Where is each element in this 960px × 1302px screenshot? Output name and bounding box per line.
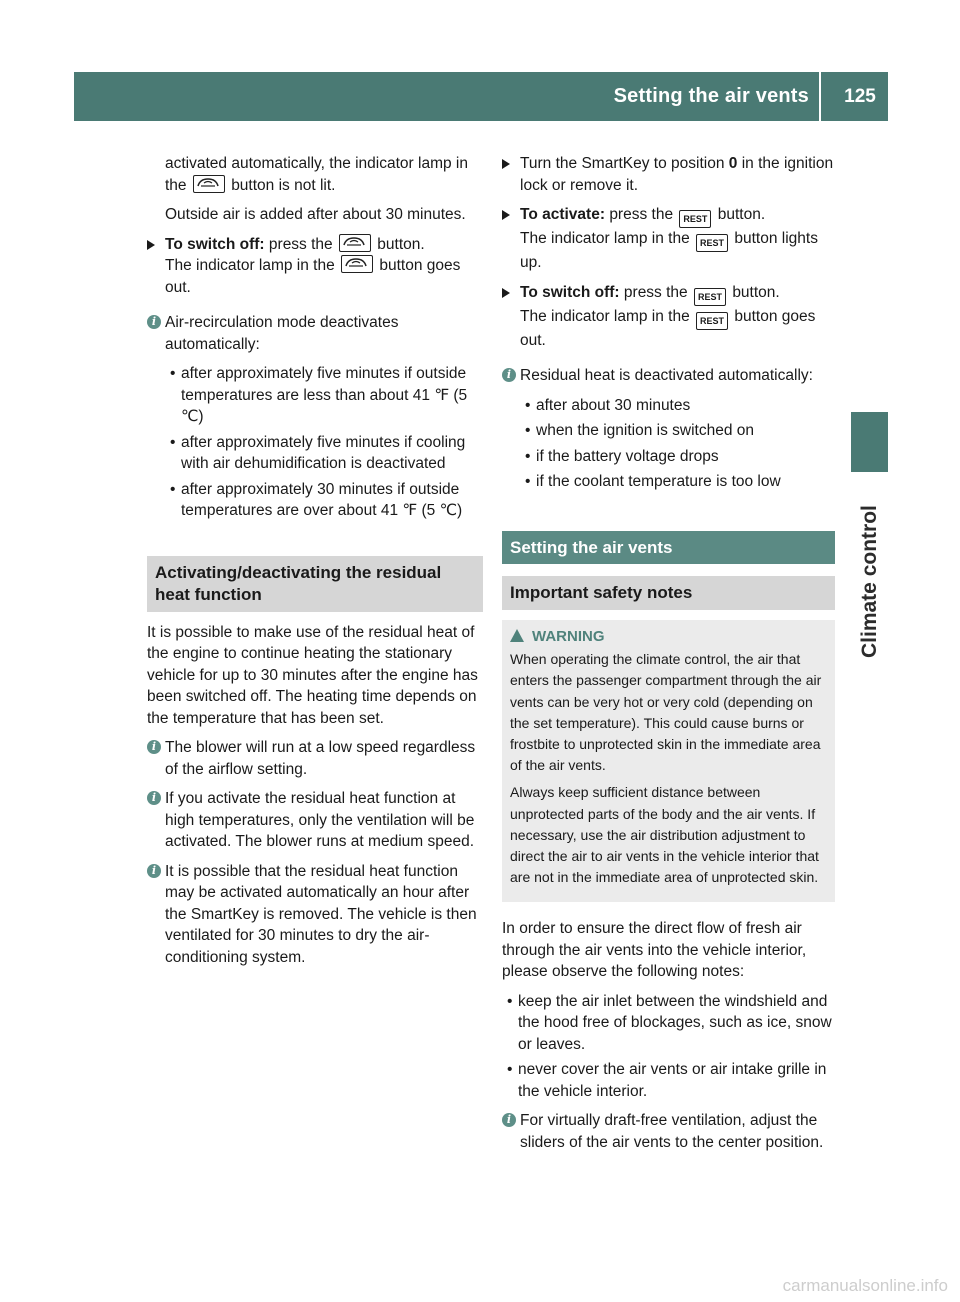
paragraph: Outside air is added after about 30 minutes. — [165, 206, 466, 223]
side-tab-marker — [851, 412, 888, 472]
instruction-step: To switch off: press the button. The indicator lamp in the button goes out. — [147, 234, 483, 299]
list-item: • after approximately five minutes if cooling with air dehumidification is deactivated — [165, 432, 483, 475]
paragraph: In order to ensure the direct flow of fresh air through the air vents into the vehicle interior, please observe the following notes: — [502, 920, 807, 981]
list-item: • after about 30 minutes — [520, 395, 835, 417]
info-icon: i — [502, 368, 516, 382]
bullet-list — [147, 363, 483, 522]
rest-button-icon: REST — [696, 234, 728, 252]
list-item: • if the coolant temperature is too low — [520, 471, 835, 493]
page-number: 125 — [844, 86, 876, 107]
section-heading: Activating/deactivating the residual heat function — [147, 556, 483, 612]
instruction-step: To switch off: press the REST button. The indicator lamp in the REST button goes out. — [502, 282, 835, 352]
section-heading: Setting the air vents — [502, 531, 835, 565]
right-column — [502, 153, 835, 1161]
page-title: Setting the air vents — [614, 72, 821, 121]
recirculation-icon — [193, 175, 225, 193]
rest-button-icon: REST — [694, 288, 726, 306]
step-arrow-icon — [502, 159, 510, 169]
info-note: i Residual heat is deactivated automatically: — [502, 365, 835, 387]
list-item: • after approximately five minutes if outside temperatures are less than about 41 ℉ (5 ℃) — [165, 363, 483, 428]
list-item: • never cover the air vents or air intake grille in the vehicle interior. — [502, 1059, 835, 1102]
info-note: i Air-recirculation mode deactivates automatically: — [147, 312, 483, 355]
instruction-step: Turn the SmartKey to position 0 in the ignition lock or remove it. — [502, 153, 835, 196]
step-arrow-icon — [147, 240, 155, 250]
watermark: carmanualsonline.info — [782, 1275, 948, 1295]
info-icon: i — [502, 1113, 516, 1127]
warning-text: When operating the climate control, the air that enters the passenger compartment through the air vents can be very hot or very cold (depending on the set temperature). This could cause burns or frostbite to unprotected skin in the immediate area of the air vents. — [510, 651, 822, 774]
info-icon: i — [147, 315, 161, 329]
rest-button-icon: REST — [696, 312, 728, 330]
list-item: • keep the air inlet between the windshield and the hood free of blockages, such as ice, snow or leaves. — [502, 991, 835, 1056]
bullet-list — [502, 395, 835, 493]
warning-icon — [510, 629, 524, 642]
info-icon: i — [147, 864, 161, 878]
recirculation-icon — [341, 255, 373, 273]
info-note: i It is possible that the residual heat function may be activated automatically an hour after the SmartKey is removed. The vehicle is then ventilated for 30 minutes to dry the air-conditioning system. — [147, 861, 483, 969]
warning-box — [502, 620, 835, 902]
side-tab-label: Climate control — [858, 505, 881, 658]
list-item: • if the battery voltage drops — [520, 446, 835, 468]
info-note: i The blower will run at a low speed regardless of the airflow setting. — [147, 737, 483, 780]
info-icon: i — [147, 740, 161, 754]
step-arrow-icon — [502, 210, 510, 220]
list-item: • after approximately 30 minutes if outside temperatures are over about 41 ℉ (5 ℃) — [165, 479, 483, 522]
bullet-list — [502, 991, 835, 1103]
header-bar — [74, 72, 888, 121]
left-column — [147, 153, 483, 976]
subsection-heading: Important safety notes — [502, 576, 835, 610]
instruction-step: To activate: press the REST button. The indicator lamp in the REST button lights up. — [502, 204, 835, 274]
paragraph: activated automatically, the indicator lamp in the button is not lit. — [165, 155, 468, 194]
warning-text: Always keep sufficient distance between unprotected parts of the body and the air vents. If necessary, use the air distribution adjustment to direct the air to air vents in the vehicle interior that are not in the immediate area of unprotected skin. — [510, 784, 819, 886]
paragraph: It is possible to make use of the residual heat of the engine to continue heating the stationary vehicle for up to 30 minutes after the engine has been switched off. The heating time depends on the temperature that has been set. — [147, 623, 478, 727]
warning-heading: WARNING — [510, 626, 827, 647]
list-item: • when the ignition is switched on — [520, 420, 835, 442]
info-note: i For virtually draft-free ventilation, adjust the sliders of the air vents to the center position. — [502, 1110, 835, 1153]
info-icon: i — [147, 791, 161, 805]
step-arrow-icon — [502, 288, 510, 298]
recirculation-icon — [339, 234, 371, 252]
rest-button-icon: REST — [679, 210, 711, 228]
info-note: i If you activate the residual heat function at high temperatures, only the ventilation will be activated. The blower runs at medium speed. — [147, 788, 483, 853]
